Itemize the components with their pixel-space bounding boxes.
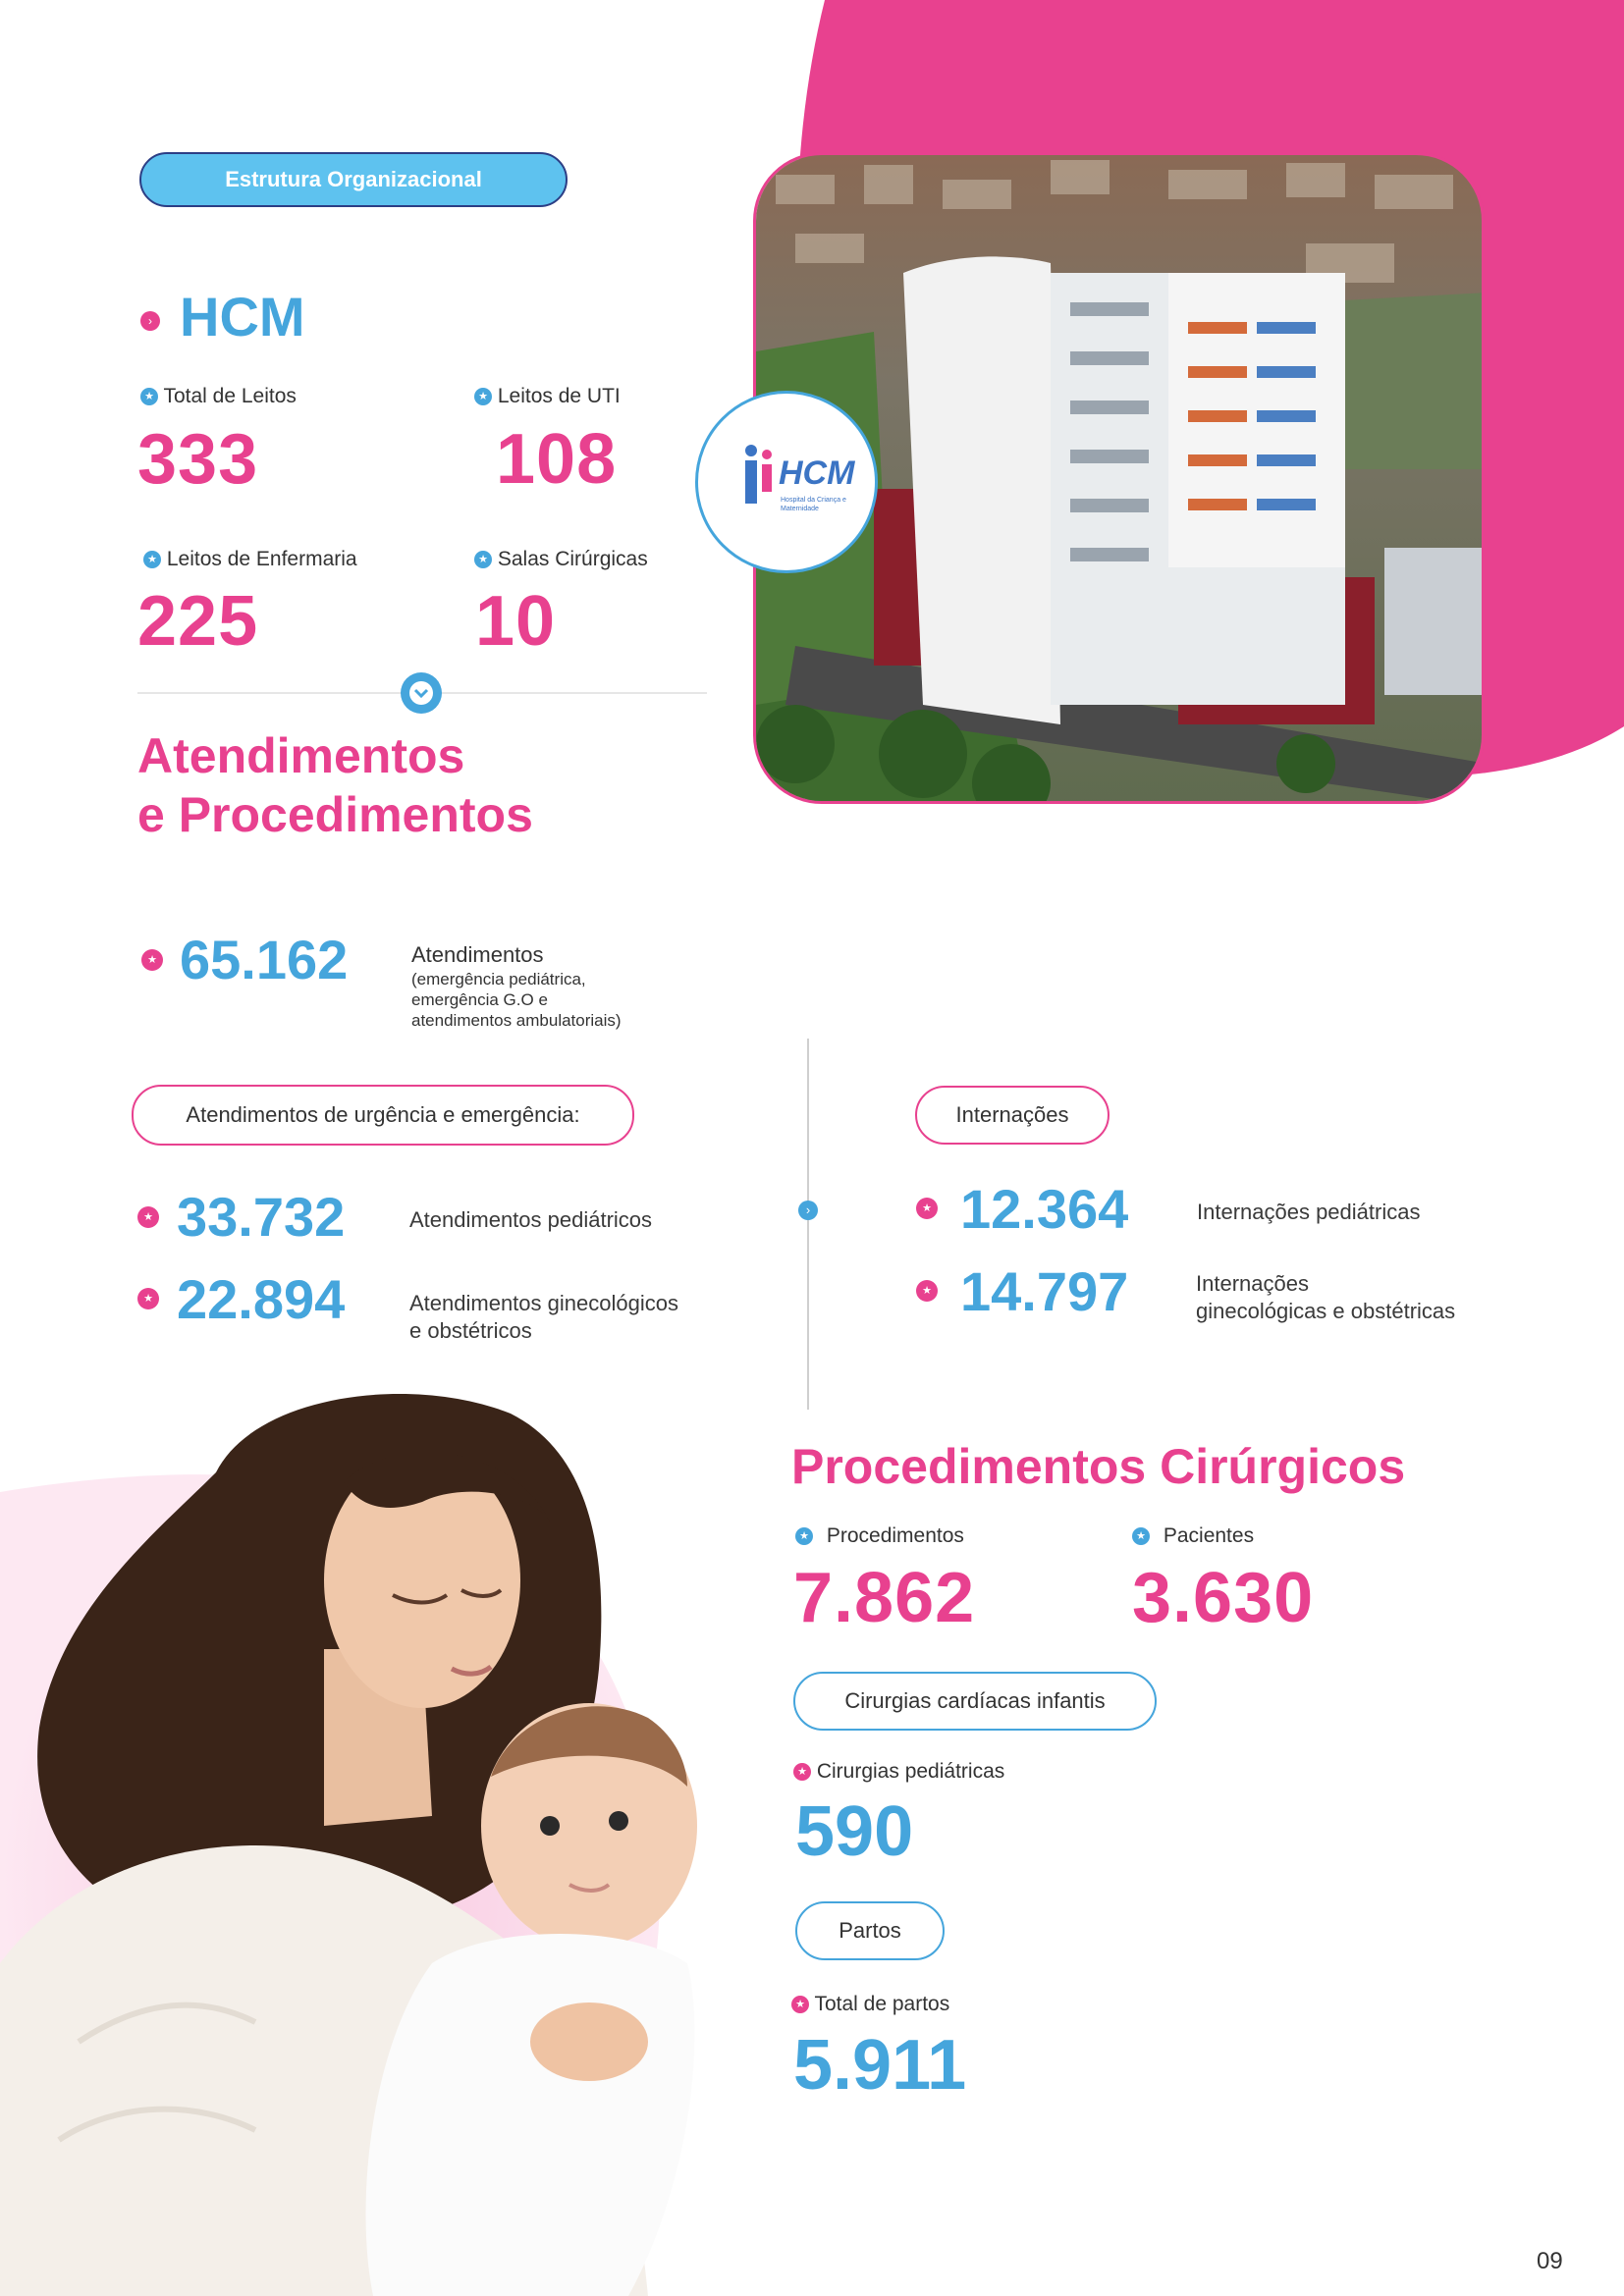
internacoes-gineco-value: 14.797 [960,1260,1129,1322]
hcm-title: HCM [180,286,305,347]
leitos-enfermaria-label: ★ Leitos de Enfermaria [143,548,357,571]
star-icon: ★ [791,1996,809,2013]
salas-cirurgicas-label: ★ Salas Cirúrgicas [474,548,648,571]
partos-pill: Partos [795,1901,945,1960]
page-number: 09 [1537,2248,1563,2274]
hcm-logo-subtitle: Hospital da Criança e Maternidade [781,497,846,512]
urgencia-pill: Atendimentos de urgência e emergência: [132,1085,634,1146]
hcm-logo-badge [695,391,878,573]
cardiacas-pill: Cirurgias cardíacas infantis [793,1672,1157,1731]
internacoes-gineco-label: Internações ginecológicas e obstétricas [1196,1271,1456,1323]
cirurgias-pediatricas-label: ★ Cirurgias pediátricas [793,1760,1004,1784]
chevron-right-icon: › [798,1201,818,1220]
star-icon: ★ [916,1198,938,1219]
internacoes-pill: Internações [915,1086,1110,1145]
urgencia-pediatricos-value: 33.732 [177,1186,346,1248]
chevron-down-icon [401,672,442,714]
atendimentos-total-label: Atendimentos [411,942,544,967]
star-icon: ★ [793,1763,811,1781]
star-icon: ★ [474,388,492,405]
star-icon: ★ [137,1288,159,1309]
vertical-divider [807,1039,809,1410]
star-icon: ★ [474,551,492,568]
total-partos-value: 5.911 [793,2026,967,2105]
star-icon: ★ [137,1206,159,1228]
internacoes-pediatricas-value: 12.364 [960,1178,1129,1240]
urgencia-gineco-label: Atendimentos ginecológicos e obstétricos [409,1291,678,1343]
leitos-uti-label: ★ Leitos de UTI [474,385,621,408]
hcm-logo-text: HCM [779,454,855,492]
salas-cirurgicas-value: 10 [475,582,557,661]
star-icon: ★ [916,1280,938,1302]
urgencia-gineco-value: 22.894 [177,1268,346,1330]
cirurgias-pediatricas-value: 590 [795,1792,914,1871]
star-icon: ★ [795,1527,813,1545]
procedimentos-value: 7.862 [793,1559,976,1637]
internacoes-pediatricas-label: Internações pediátricas [1197,1200,1421,1224]
leitos-enfermaria-value: 225 [137,582,259,661]
atendimentos-total-sub: (emergência pediátrica, emergência G.O e atendimentos ambulatoriais) [411,970,622,1030]
leitos-uti-value: 108 [496,420,618,499]
cirurgicos-heading: Procedimentos Cirúrgicos [791,1439,1406,1494]
pacientes-value: 3.630 [1132,1559,1315,1637]
mother-baby-photo [0,1355,707,2296]
total-partos-label: ★ Total de partos [791,1993,949,2016]
star-icon: ★ [143,551,161,568]
hcm-logo-icon [739,443,779,511]
procedimentos-label: ★ Procedimentos [795,1524,964,1548]
atendimentos-total-value: 65.162 [180,929,349,990]
star-icon: ★ [141,949,163,971]
hcm-title-bullet: › [140,311,160,331]
total-leitos-label: ★ Total de Leitos [140,385,297,408]
star-icon: ★ [1132,1527,1150,1545]
pacientes-label: ★ Pacientes [1132,1524,1254,1548]
section-label-pill: Estrutura Organizacional [139,152,568,207]
total-leitos-value: 333 [137,420,259,499]
urgencia-pediatricos-label: Atendimentos pediátricos [409,1207,653,1232]
star-icon: ★ [140,388,158,405]
atendimentos-heading: Atendimentos e Procedimentos [137,728,533,842]
